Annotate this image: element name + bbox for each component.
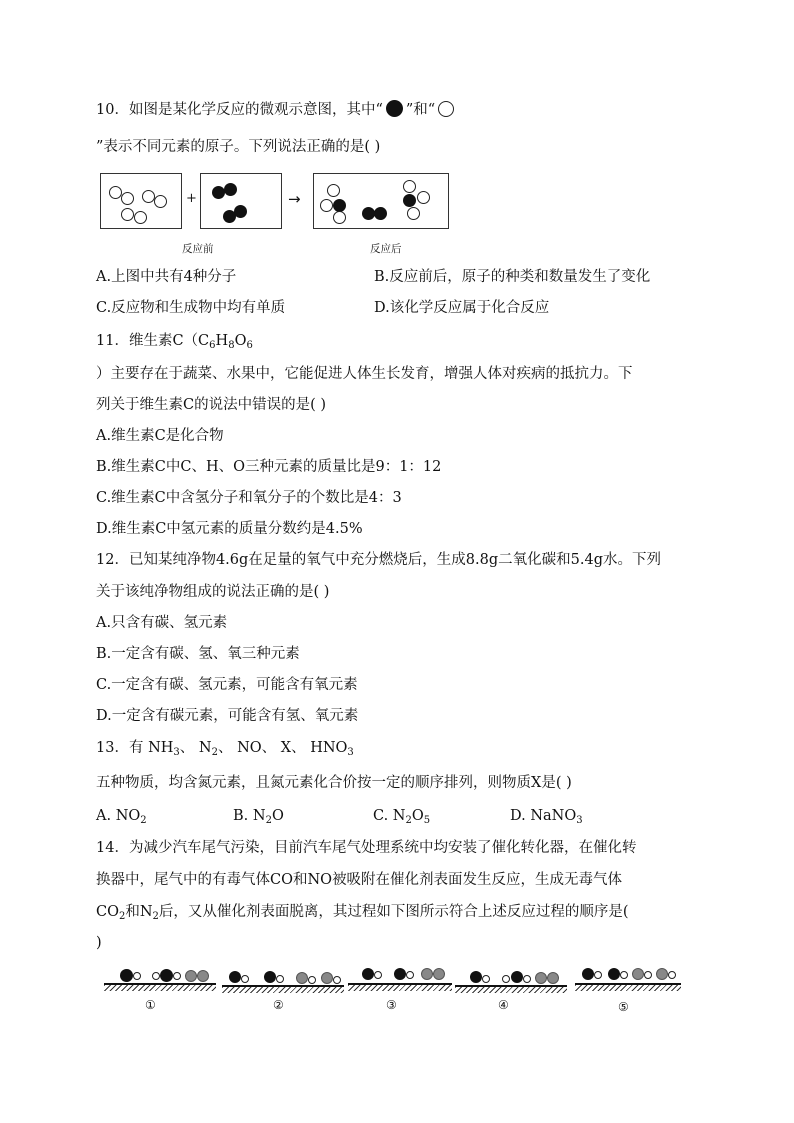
white-atom [644, 971, 652, 979]
panel-label: ⑤ [618, 1000, 629, 1014]
q13-line1: 13．有 $NH_3$、 $N_2$、 NO、 X、 $HNO_3$ [96, 740, 354, 758]
reactant-box-white [100, 173, 182, 229]
panel-label: ④ [498, 998, 509, 1012]
panel-label: ② [273, 998, 284, 1012]
white-atom [620, 971, 628, 979]
black-atom [608, 968, 620, 980]
q12-option-c: C.一定含有碳、氢元素，可能含有氧元素 [96, 677, 358, 693]
white-atom [133, 972, 141, 980]
formula-hno3: $HNO_3$ [310, 740, 354, 758]
product-box [313, 173, 449, 229]
white-atom [134, 211, 147, 224]
q10-option-c: C.反应物和生成物中均有单质 [96, 300, 286, 316]
black-atom [403, 194, 416, 207]
white-atom [502, 975, 510, 983]
white-atom [152, 972, 160, 980]
q11-line1: 11．维生素$C(C_6H_8O_6$ [96, 333, 253, 351]
white-atom [668, 971, 676, 979]
q10-line2: ”表示不同元素的原子。下列说法正确的是( ) [96, 139, 381, 155]
gray-atom [632, 968, 644, 980]
q12-option-a: A.只含有碳、氢元素 [96, 615, 228, 631]
panel-label: ① [145, 998, 156, 1012]
q12-option-d: D.一定含有碳元素，可能含有氢、氧元素 [96, 708, 359, 724]
gray-atom [535, 972, 547, 984]
black-atom [511, 971, 523, 983]
black-atom [224, 183, 237, 196]
formula-nh3: $NH_3$ [148, 740, 180, 758]
caption-before: 反应前 [182, 243, 214, 255]
black-atom [160, 969, 173, 982]
gray-atom [296, 972, 308, 984]
q11-option-d: D.维生素C中氢元素的质量分数约是4.5% [96, 521, 363, 537]
q11-option-b: B.维生素C中C、H、O三种元素的质量比是9：1：12 [96, 459, 442, 475]
q10-option-d: D.该化学反应属于化合反应 [374, 300, 550, 316]
white-atom [482, 975, 490, 983]
white-atom [374, 971, 382, 979]
gray-atom [185, 970, 197, 982]
white-atom [406, 971, 414, 979]
q13-option-d: D. NaNO$_3$ [510, 808, 583, 826]
gray-atom [321, 972, 333, 984]
q10-line1: 10．如图是某化学反应的微观示意图，其中“ ”和“ [96, 100, 457, 120]
black-atom [394, 968, 406, 980]
gray-atom [656, 968, 668, 980]
black-atom [362, 968, 374, 980]
black-atom [234, 205, 247, 218]
q13-option-c: C. $N_2O_5$ [373, 808, 431, 826]
caption-after: 反应后 [370, 243, 402, 255]
plus-sign: + [186, 191, 197, 206]
formula-n2: $N_2$ [139, 904, 159, 922]
gray-atom [197, 970, 209, 982]
white-atom [121, 192, 134, 205]
white-atom [327, 184, 340, 197]
q14-line3: $CO_2$和$N_2$后，又从催化剂表面脱离，其过程如下图所示符合上述反应过程的顺序是( [96, 904, 629, 922]
black-atom [229, 971, 241, 983]
formula-vitamin-c: $C_6H_8O_6$ [198, 333, 253, 351]
catalyst-hatch [104, 985, 216, 991]
q11-option-c: C.维生素C中含氢分子和氧分子的个数比是4：3 [96, 490, 402, 506]
gray-atom [421, 968, 433, 980]
white-atom [276, 975, 284, 983]
gray-atom [547, 972, 559, 984]
white-atom [154, 195, 167, 208]
q13-option-a: A. $NO_2$ [96, 808, 147, 826]
catalyst-hatch [348, 985, 452, 991]
q12-option-b: B.一定含有碳、氢、氧三种元素 [96, 646, 300, 662]
white-atom [308, 976, 316, 984]
arrow-right-icon: → [288, 190, 301, 208]
q14-line4: ) [96, 935, 102, 951]
white-atom-icon [438, 101, 454, 117]
q13-line2: 五种物质，均含氮元素，且氮元素化合价按一定的顺序排列，则物质X是( ) [96, 775, 572, 791]
q12-line2: 关于该纯净物组成的说法正确的是( ) [96, 584, 330, 600]
panel-label: ③ [386, 998, 397, 1012]
q13-option-b: B. $N_2O$ [233, 808, 284, 826]
formula-n2: $N_2$ [198, 740, 218, 758]
q12-line1: 12．已知某纯净物4.6g在足量的氧气中充分燃烧后，生成8.8g二氧化碳和5.4g水。下列 [96, 552, 661, 568]
white-atom [333, 211, 346, 224]
q10-option-a: A.上图中共有4种分子 [96, 269, 237, 285]
white-atom [594, 971, 602, 979]
black-atom-icon [386, 100, 403, 117]
formula-x: X [280, 740, 292, 756]
black-atom [470, 971, 482, 983]
white-atom [333, 976, 341, 984]
q11-line2: ）主要存在于蔬菜、水果中，它能促进人体生长发育，增强人体对疾病的抵抗力。下 [96, 366, 633, 382]
q11-line3: 列关于维生素C的说法中错误的是( ) [96, 397, 327, 413]
black-atom [582, 968, 594, 980]
white-atom [241, 975, 249, 983]
white-atom [173, 972, 181, 980]
white-atom [417, 191, 430, 204]
reactant-box-black [200, 173, 282, 229]
formula-co2: $CO_2$ [96, 904, 126, 922]
formula-no: NO [237, 740, 262, 756]
q14-line2: 换器中，尾气中的有毒气体CO和NO被吸附在催化剂表面发生反应，生成无毒气体 [96, 872, 623, 888]
gray-atom [433, 968, 445, 980]
black-atom [120, 969, 133, 982]
q14-line1: 14．为减少汽车尾气污染，目前汽车尾气处理系统中均安装了催化转化器，在催化转 [96, 840, 637, 856]
q11-option-a: A.维生素C是化合物 [96, 428, 224, 444]
black-atom [264, 971, 276, 983]
catalyst-hatch [455, 987, 567, 993]
catalyst-hatch [575, 985, 681, 991]
white-atom [403, 180, 416, 193]
white-atom [523, 975, 531, 983]
q10-option-b: B.反应前后，原子的种类和数量发生了变化 [374, 269, 651, 285]
white-atom [320, 199, 333, 212]
catalyst-hatch [222, 987, 344, 993]
white-atom [407, 207, 420, 220]
black-atom [374, 207, 387, 220]
white-atom [121, 208, 134, 221]
